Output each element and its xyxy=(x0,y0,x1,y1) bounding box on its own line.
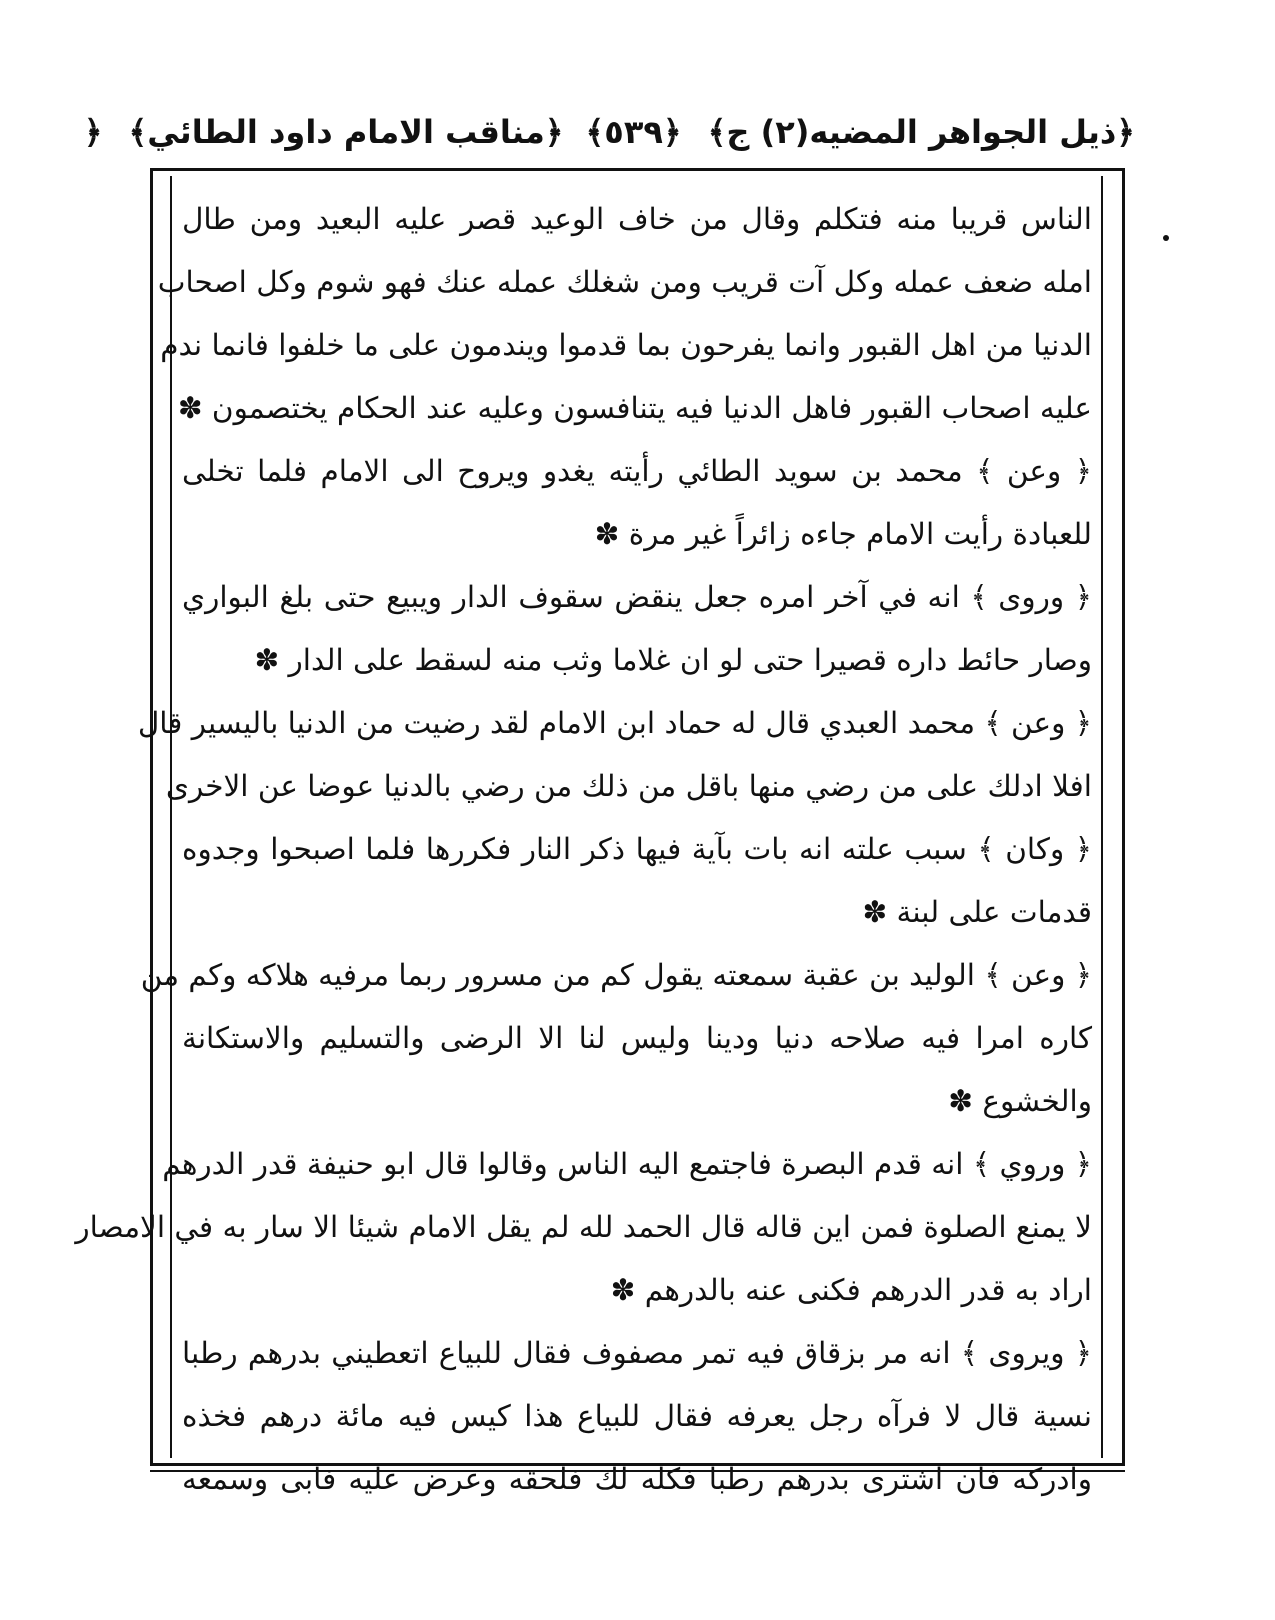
text-line: ﴿ وروى ﴾ انه في آخر امره جعل ينقض سقوف الدار ويبيع حتى بلغ البواري xyxy=(182,580,1092,614)
running-header xyxy=(83,108,1135,156)
text-line: قدمات على لبنة ✽ xyxy=(862,895,1092,929)
text-line: ﴿ ويروى ﴾ انه مر بزقاق فيه تمر مصفوف فقال للبياع اتعطيني بدرهم رطبا xyxy=(182,1336,1092,1370)
text-line: عليه اصحاب القبور فاهل الدنيا فيه يتنافسون وعليه عند الحكام يختصمون ✽ xyxy=(177,391,1092,425)
header-end-mark: ﴿ xyxy=(83,113,103,151)
text-line: نسية قال لا فرآه رجل يعرفه فقال للبياع هذا كيس فيه مائة درهم فخذه xyxy=(182,1399,1092,1433)
text-line: الدنيا من اهل القبور وانما يفرحون بما قدموا ويندمون على ما خلفوا فانما ندم xyxy=(160,328,1092,362)
text-line: وصار حائط داره قصيرا حتى لو ان غلاما وثب منه لسقط على الدار ✽ xyxy=(254,643,1092,677)
text-line: ﴿ وكان ﴾ سبب علته انه بات بآية فيها ذكر النار فكررها فلما اصبحوا وجدوه xyxy=(182,832,1092,866)
text-line: ﴿ وروي ﴾ انه قدم البصرة فاجتمع اليه الناس وقالوا قال ابو حنيفة قدر الدرهم xyxy=(162,1147,1092,1181)
text-line: اراد به قدر الدرهم فكنى عنه بالدرهم ✽ xyxy=(610,1273,1092,1307)
text-line: وادركه فان اشترى بدرهم رطبا فكله لك فلحقه وعرض عليه فابى وسمعه xyxy=(182,1462,1092,1496)
text-line: امله ضعف عمله وكل آت قريب ومن شغلك عمله عنك فهو شوم وكل اصحاب xyxy=(157,265,1092,299)
text-line: ﴿ وعن ﴾ محمد العبدي قال له حماد ابن الامام لقد رضيت من الدنيا باليسير قال xyxy=(137,706,1092,740)
text-line: الناس قريبا منه فتكلم وقال من خاف الوعيد قصر عليه البعيد ومن طال xyxy=(182,202,1092,236)
margin-dot xyxy=(1163,235,1169,241)
header-page-number: ﴿٥٣٩﴾ xyxy=(585,113,682,151)
text-line: كاره امرا فيه صلاحه دنيا ودينا وليس لنا الا الرضى والتسليم والاستكانة xyxy=(182,1021,1092,1055)
text-line: افلا ادلك على من رضي منها باقل من ذلك من رضي بالدنيا عوضا عن الاخرى xyxy=(165,769,1092,803)
text-line: ﴿ وعن ﴾ محمد بن سويد الطائي رأيته يغدو ويروح الى الامام فلما تخلى xyxy=(182,454,1092,488)
header-chapter-title: ﴿مناقب الامام داود الطائي﴾ xyxy=(128,113,564,151)
text-line: لا يمنع الصلوة فمن اين قاله قال الحمد لله لم يقل الامام شيئا الا سار به في الامصار xyxy=(75,1210,1092,1244)
body-text xyxy=(75,188,1092,1511)
text-line: والخشوع ✽ xyxy=(948,1084,1092,1118)
text-line: للعبادة رأيت الامام جاءه زائراً غير مرة ✽ xyxy=(594,517,1092,551)
header-book-title: ﴿ذيل الجواهر المضيه(٢) ج﴾ xyxy=(707,113,1135,151)
text-line: ﴿ وعن ﴾ الوليد بن عقبة سمعته يقول كم من مسرور ربما مرفيه هلاكه وكم من xyxy=(140,958,1092,992)
